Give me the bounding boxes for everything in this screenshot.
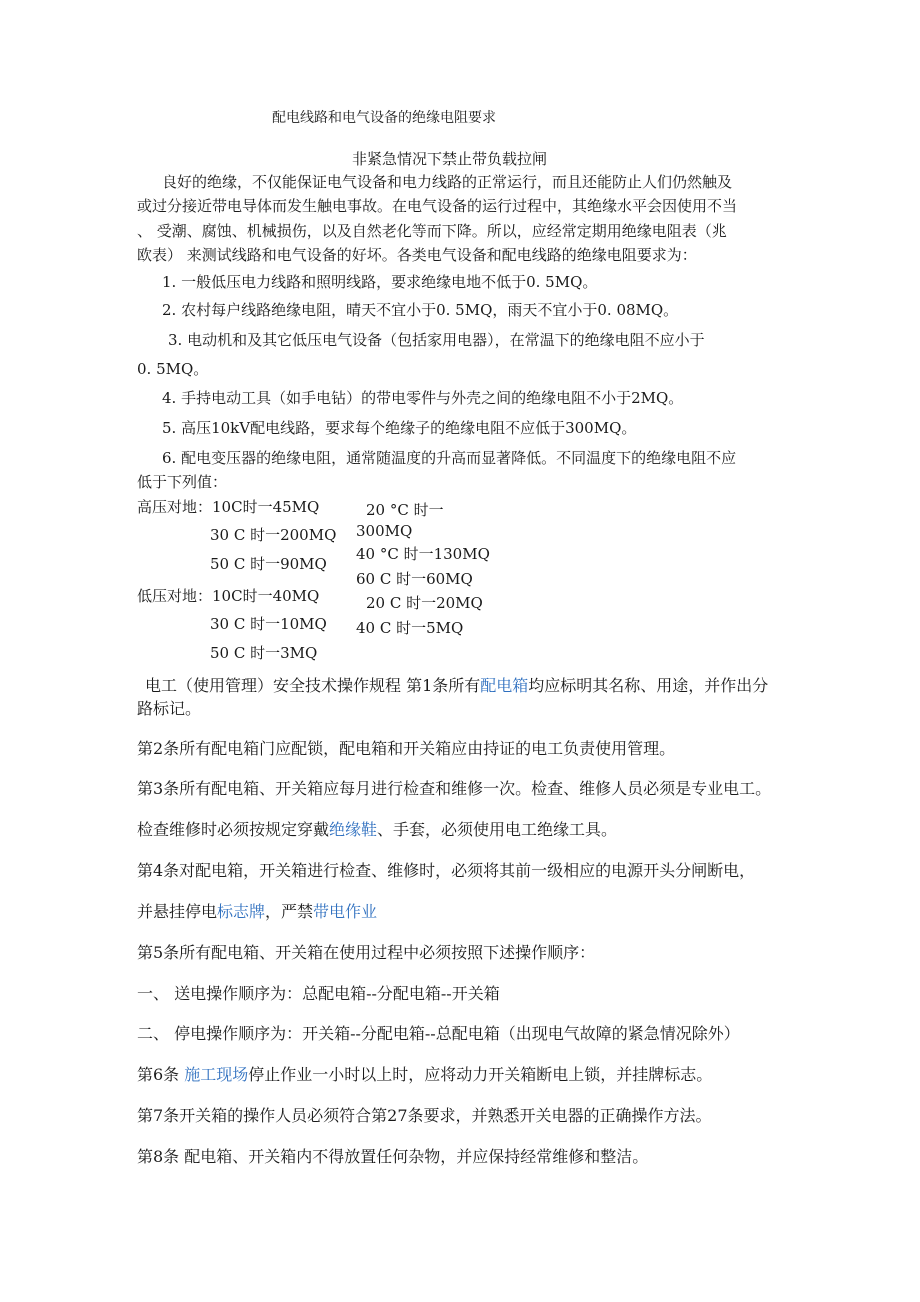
table-right-row: 60 C 时一60MQ (356, 570, 473, 588)
rule-4-cont: 并悬挂停电标志牌，严禁带电作业 (137, 902, 378, 921)
table-left-row: 50 C 时一3MQ (210, 644, 318, 662)
live-work-link[interactable]: 带电作业 (313, 902, 378, 921)
doc-title: 配电线路和电气设备的绝缘电阻要求 (272, 110, 496, 126)
table-left-row: 30 C 时一200MQ (210, 526, 337, 544)
table-left-row: 30 C 时一10MQ (210, 615, 327, 633)
rule-5-step-1: 一、 送电操作顺序为：总配电箱--分配电箱--开关箱 (137, 984, 500, 1003)
rule-1-cont: 路标记。 (137, 699, 202, 718)
intro-line-3: 、 受潮、腐蚀、机械损伤，以及自然老化等而下降。所以，应经常定期用绝缘电阻表（兆 (137, 222, 727, 240)
rule-6: 第6条 施工现场停止作业一小时以上时，应将动力开关箱断电上锁，并挂牌标志。 (137, 1065, 713, 1084)
rule-5: 第5条所有配电箱、开关箱在使用过程中必须按照下述操作顺序： (137, 943, 596, 962)
intro-line-2: 或过分接近带电导体而发生触电事故。在电气设备的运行过程中，其绝缘水平会因使用不当 (137, 197, 738, 215)
construction-site-link[interactable]: 施工现场 (184, 1065, 249, 1084)
table-left-row: 50 C 时一90MQ (210, 555, 327, 573)
rule-1: 电工（使用管理）安全技术操作规程 第1条所有配电箱均应标明其名称、用途，并作出分 (145, 676, 769, 695)
distribution-box-link[interactable]: 配电箱 (480, 676, 529, 695)
rule-3: 第3条所有配电箱、开关箱应每月进行检查和维修一次。检查、维修人员必须是专业电工。 (137, 779, 772, 798)
list-item-1: 1. 一般低压电力线路和照明线路，要求绝缘电地不低于0. 5MQ。 (162, 273, 598, 291)
list-item-6-cont: 低于下列值： (137, 473, 228, 491)
list-item-5: 5. 高压10kV配电线路，要求每个绝缘子的绝缘电阻不应低于300MQ。 (162, 419, 637, 437)
list-item-2: 2. 农村每户线路绝缘电阻，晴天不宜小于0. 5MQ，雨天不宜小于0. 08MQ。 (162, 301, 679, 319)
rule-4: 第4条对配电箱，开关箱进行检查、维修时，必须将其前一级相应的电源开头分闸断电， (137, 861, 756, 880)
doc-subtitle: 非紧急情况下禁止带负载拉闸 (352, 150, 548, 168)
table-right-row: 40 °C 时一130MQ (356, 545, 490, 563)
insulated-shoes-link[interactable]: 绝缘鞋 (329, 820, 378, 839)
rule-7: 第7条开关箱的操作人员必须符合第27条要求，并熟悉开关电器的正确操作方法。 (137, 1106, 712, 1125)
table-right-row: 40 C 时一5MQ (356, 619, 464, 637)
list-item-4: 4. 手持电动工具（如手电钻）的带电零件与外壳之间的绝缘电阻不小于2MQ。 (162, 389, 684, 407)
table-left-row: 低压对地：10C时一40MQ (137, 587, 320, 605)
sign-board-link[interactable]: 标志牌 (217, 902, 266, 921)
list-item-3-cont: 0. 5MQ。 (137, 360, 209, 378)
rule-3-cont: 检查维修时必须按规定穿戴绝缘鞋、手套，必须使用电工绝缘工具。 (137, 820, 618, 839)
table-right-row: 300MQ (356, 522, 413, 540)
rule-8: 第8条 配电箱、开关箱内不得放置任何杂物，并应保持经常维修和整洁。 (137, 1147, 649, 1166)
rule-2: 第2条所有配电箱门应配锁，配电箱和开关箱应由持证的电工负责使用管理。 (137, 739, 676, 758)
list-item-3: 3. 电动机和及其它低压电气设备（包括家用电器），在常温下的绝缘电阻不应小于 (168, 331, 705, 349)
intro-line-1: 良好的绝缘，不仅能保证电气设备和电力线路的正常运行，而且还能防止人们仍然触及 (162, 173, 733, 191)
rule-5-step-2: 二、 停电操作顺序为：开关箱--分配电箱--总配电箱（出现电气故障的紧急情况除外） (137, 1024, 740, 1043)
table-left-row: 高压对地：10C时一45MQ (137, 498, 320, 516)
table-right-row: 20 C 时一20MQ (366, 594, 483, 612)
list-item-6: 6. 配电变压器的绝缘电阻，通常随温度的升高而显著降低。不同温度下的绝缘电阻不应 (162, 449, 737, 467)
intro-line-4: 欧表） 来测试线路和电气设备的好坏。各类电气设备和配电线路的绝缘电阻要求为： (137, 246, 697, 264)
table-right-row: 20 °C 时一 (366, 501, 444, 519)
